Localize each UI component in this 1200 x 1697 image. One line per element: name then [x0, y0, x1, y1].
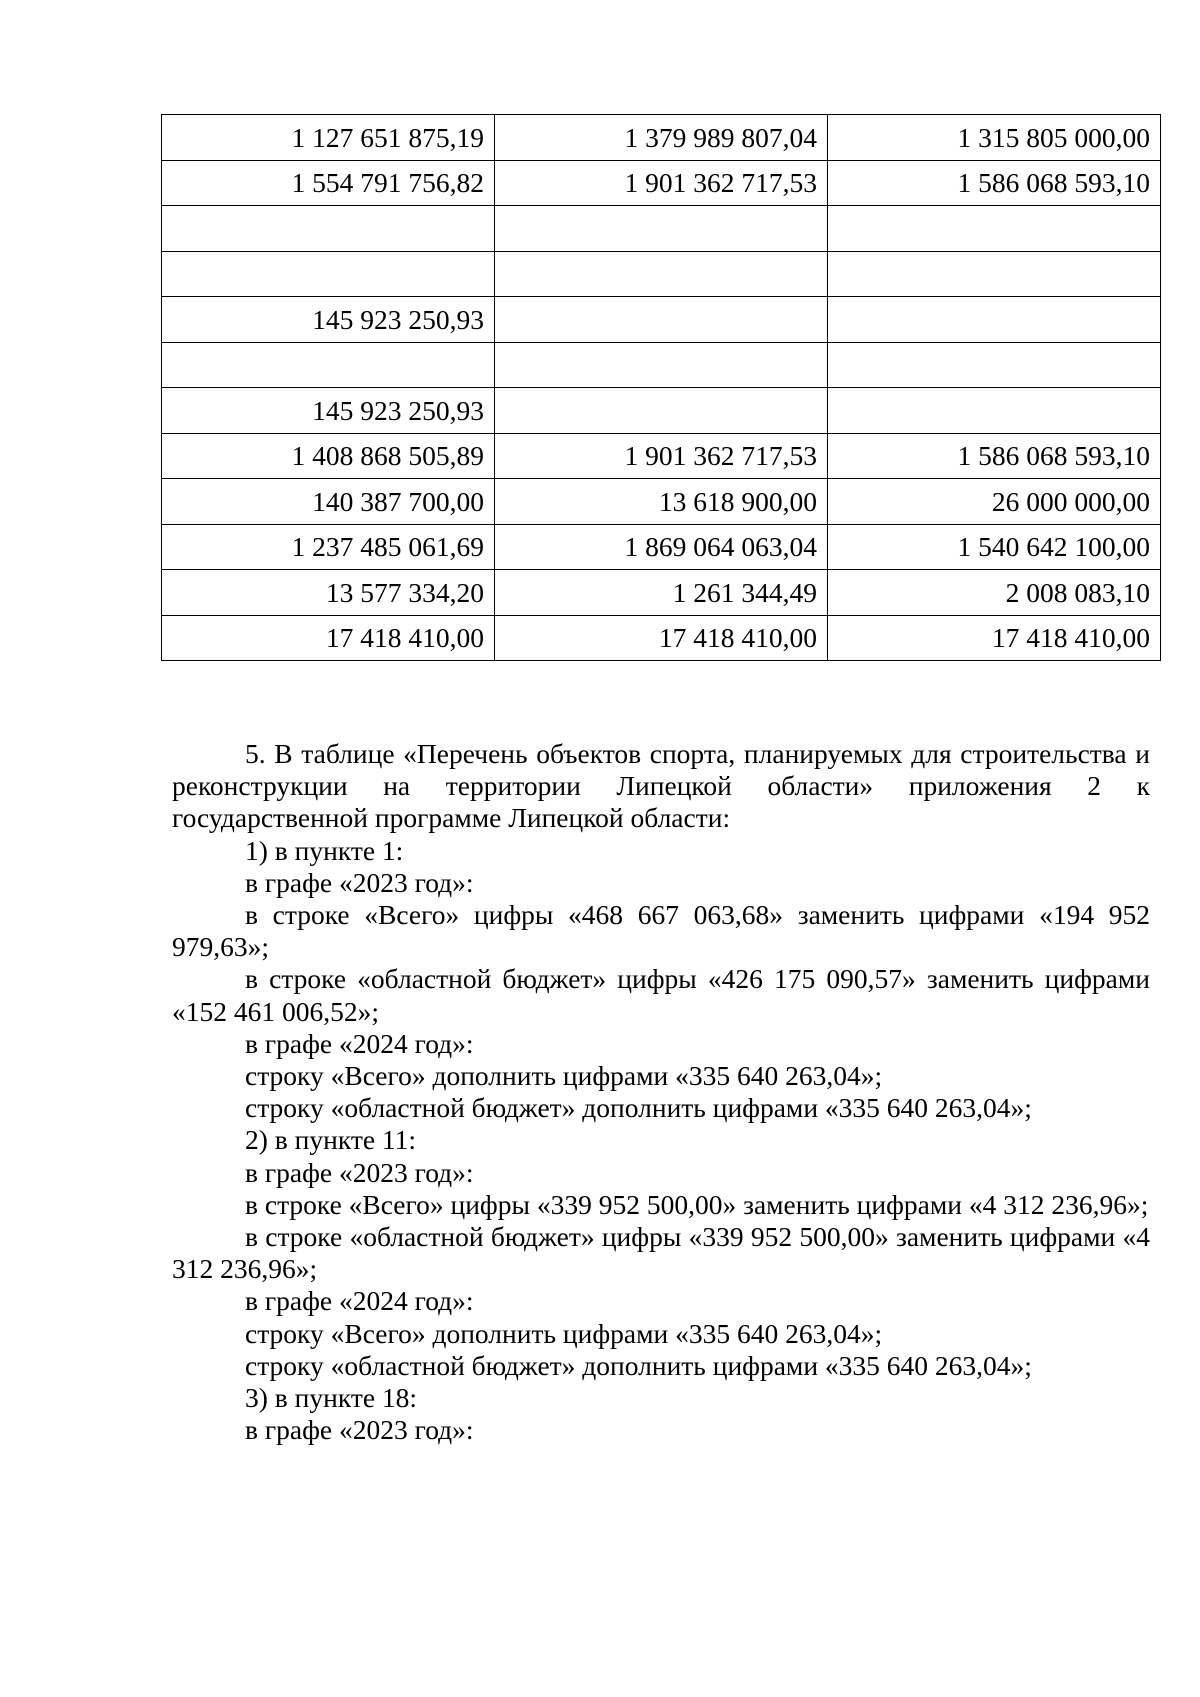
item-2-column-2024: в графе «2024 год»: [245, 1285, 474, 1317]
table-row [162, 615, 1161, 661]
table-row [162, 570, 1161, 616]
table-cell [828, 297, 1161, 343]
table-row [162, 160, 1161, 206]
table-cell: 2 008 083,10 [828, 570, 1161, 616]
table-cell [162, 342, 495, 388]
item-1-total-line: в строке «Всего» цифры «468 667 063,68» заменить цифрами «194 952 979,63»; [172, 899, 1150, 963]
amendment-text [172, 738, 1150, 1446]
table-cell: 145 923 250,93 [162, 297, 495, 343]
table-cell [495, 342, 828, 388]
table-cell [495, 206, 828, 252]
table-cell [495, 251, 828, 297]
table-row [162, 388, 1161, 434]
table-cell: 17 418 410,00 [162, 615, 495, 661]
table-cell: 13 577 334,20 [162, 570, 495, 616]
item-1-total-2024-line: строку «Всего» дополнить цифрами «335 640 263,04»; [245, 1060, 883, 1092]
table-cell: 140 387 700,00 [162, 479, 495, 525]
table-cell: 17 418 410,00 [495, 615, 828, 661]
table-cell: 1 540 642 100,00 [828, 524, 1161, 570]
table-cell: 1 408 868 505,89 [162, 433, 495, 479]
item-2-total-2024-line: строку «Всего» дополнить цифрами «335 640 263,04»; [245, 1317, 883, 1349]
table-cell: 1 901 362 717,53 [495, 160, 828, 206]
table-cell: 17 418 410,00 [828, 615, 1161, 661]
table-row [162, 433, 1161, 479]
table-row [162, 479, 1161, 525]
paragraph-5: 5. В таблице «Перечень объектов спорта, планируемых для строительства и реконструкции на территории Липецкой области» приложения 2 к государственной программе Липецкой области: [172, 738, 1150, 834]
item-1-regional-line: в строке «областной бюджет» цифры «426 175 090,57» заменить цифрами «152 461 006,52»; [172, 963, 1150, 1027]
item-2-total-line: в строке «Всего» цифры «339 952 500,00» заменить цифрами «4 312 236,96»; [245, 1188, 1149, 1220]
budget-table-body [162, 115, 1161, 661]
table-row [162, 297, 1161, 343]
table-cell: 1 586 068 593,10 [828, 433, 1161, 479]
item-1-regional-2024-line: строку «областной бюджет» дополнить цифрами «335 640 263,04»; [245, 1092, 1032, 1124]
table-cell [495, 297, 828, 343]
table-cell: 1 869 064 063,04 [495, 524, 828, 570]
budget-table [161, 114, 1161, 661]
item-1-heading: 1) в пункте 1: [245, 834, 404, 866]
table-cell [828, 388, 1161, 434]
item-3-heading: 3) в пункте 18: [245, 1382, 418, 1414]
table-cell [162, 251, 495, 297]
table-cell: 1 586 068 593,10 [828, 160, 1161, 206]
table-cell [828, 251, 1161, 297]
table-row [162, 251, 1161, 297]
item-2-regional-line: в строке «областной бюджет» цифры «339 952 500,00» заменить цифрами «4 312 236,96»; [172, 1221, 1150, 1285]
table-cell: 1 901 362 717,53 [495, 433, 828, 479]
table-row [162, 524, 1161, 570]
item-2-column-2023: в графе «2023 год»: [245, 1156, 474, 1188]
table-cell: 1 315 805 000,00 [828, 115, 1161, 161]
table-cell [495, 388, 828, 434]
item-1-column-2024: в графе «2024 год»: [245, 1027, 474, 1059]
item-1-column-2023: в графе «2023 год»: [245, 866, 474, 898]
table-row [162, 342, 1161, 388]
table-cell: 1 261 344,49 [495, 570, 828, 616]
item-3-column-2023: в графе «2023 год»: [245, 1414, 474, 1446]
table-cell: 1 237 485 061,69 [162, 524, 495, 570]
table-cell [828, 206, 1161, 252]
table-row [162, 206, 1161, 252]
table-cell [828, 342, 1161, 388]
table-cell: 13 618 900,00 [495, 479, 828, 525]
table-cell: 26 000 000,00 [828, 479, 1161, 525]
table-cell: 1 554 791 756,82 [162, 160, 495, 206]
table-cell: 145 923 250,93 [162, 388, 495, 434]
table-cell [162, 206, 495, 252]
item-2-regional-2024-line: строку «областной бюджет» дополнить цифрами «335 640 263,04»; [245, 1349, 1032, 1381]
table-cell: 1 127 651 875,19 [162, 115, 495, 161]
table-cell: 1 379 989 807,04 [495, 115, 828, 161]
table-row [162, 115, 1161, 161]
item-2-heading: 2) в пункте 11: [245, 1124, 417, 1156]
